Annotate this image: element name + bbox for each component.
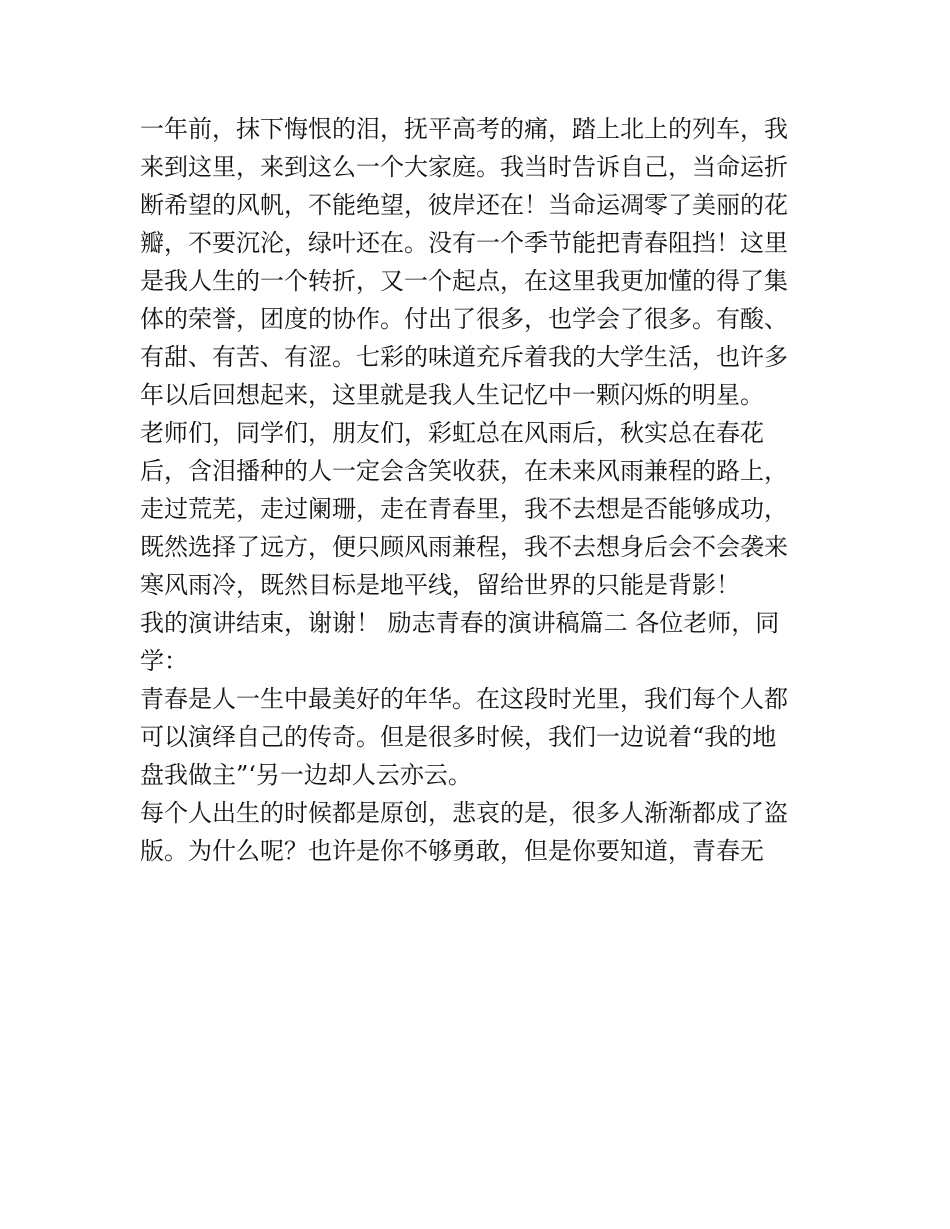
document-body: [140, 110, 820, 870]
text-line: 既然选择了远方，便只顾风雨兼程，我不去想身后会不会袭来: [140, 533, 788, 561]
text-line: 可以演绎自己的传奇。但是很多时候，我们一边说着“我的地: [140, 723, 777, 751]
text-line: 断希望的风帆，不能绝望，彼岸还在！当命运凋零了美丽的花: [140, 191, 788, 219]
text-line: 瓣，不要沉沦，绿叶还在。没有一个季节能把青春阻挡！这里: [140, 229, 788, 257]
text-line: 版。为什么呢？也许是你不够勇敢，但是你要知道，青春无: [140, 837, 764, 865]
text-line: 走过荒芜，走过阑珊，走在青春里，我不去想是否能够成功，: [140, 495, 788, 523]
text-line: 学：: [140, 647, 188, 675]
text-line: 一年前，抹下悔恨的泪，抚平高考的痛，踏上北上的列车，我: [140, 115, 788, 143]
text-line: 寒风雨冷，既然目标是地平线，留给世界的只能是背影！: [140, 571, 740, 599]
text-line: 后，含泪播种的人一定会含笑收获，在未来风雨兼程的路上，: [140, 457, 788, 485]
text-line: 每个人出生的时候都是原创，悲哀的是，很多人渐渐都成了盗: [140, 799, 788, 827]
text-line: 老师们，同学们，朋友们，彩虹总在风雨后，秋实总在春花: [140, 419, 764, 447]
text-line: 有甜、有苦、有涩。七彩的味道充斥着我的大学生活，也许多: [140, 343, 788, 371]
text-line: 青春是人一生中最美好的年华。在这段时光里，我们每个人都: [140, 685, 788, 713]
text-line: 我的演讲结束，谢谢！ 励志青春的演讲稿篇二 各位老师，同: [140, 609, 780, 637]
text-line: 是我人生的一个转折，又一个起点，在这里我更加懂的得了集: [140, 267, 788, 295]
text-line: 体的荣誉，团度的协作。付出了很多，也学会了很多。有酸、: [140, 305, 788, 333]
text-line: 盘我做主”‘另一边却人云亦云。: [140, 761, 472, 789]
text-line: 来到这里，来到这么一个大家庭。我当时告诉自己，当命运折: [140, 153, 788, 181]
text-line: 年以后回想起来，这里就是我人生记忆中一颗闪烁的明星。: [140, 381, 764, 409]
